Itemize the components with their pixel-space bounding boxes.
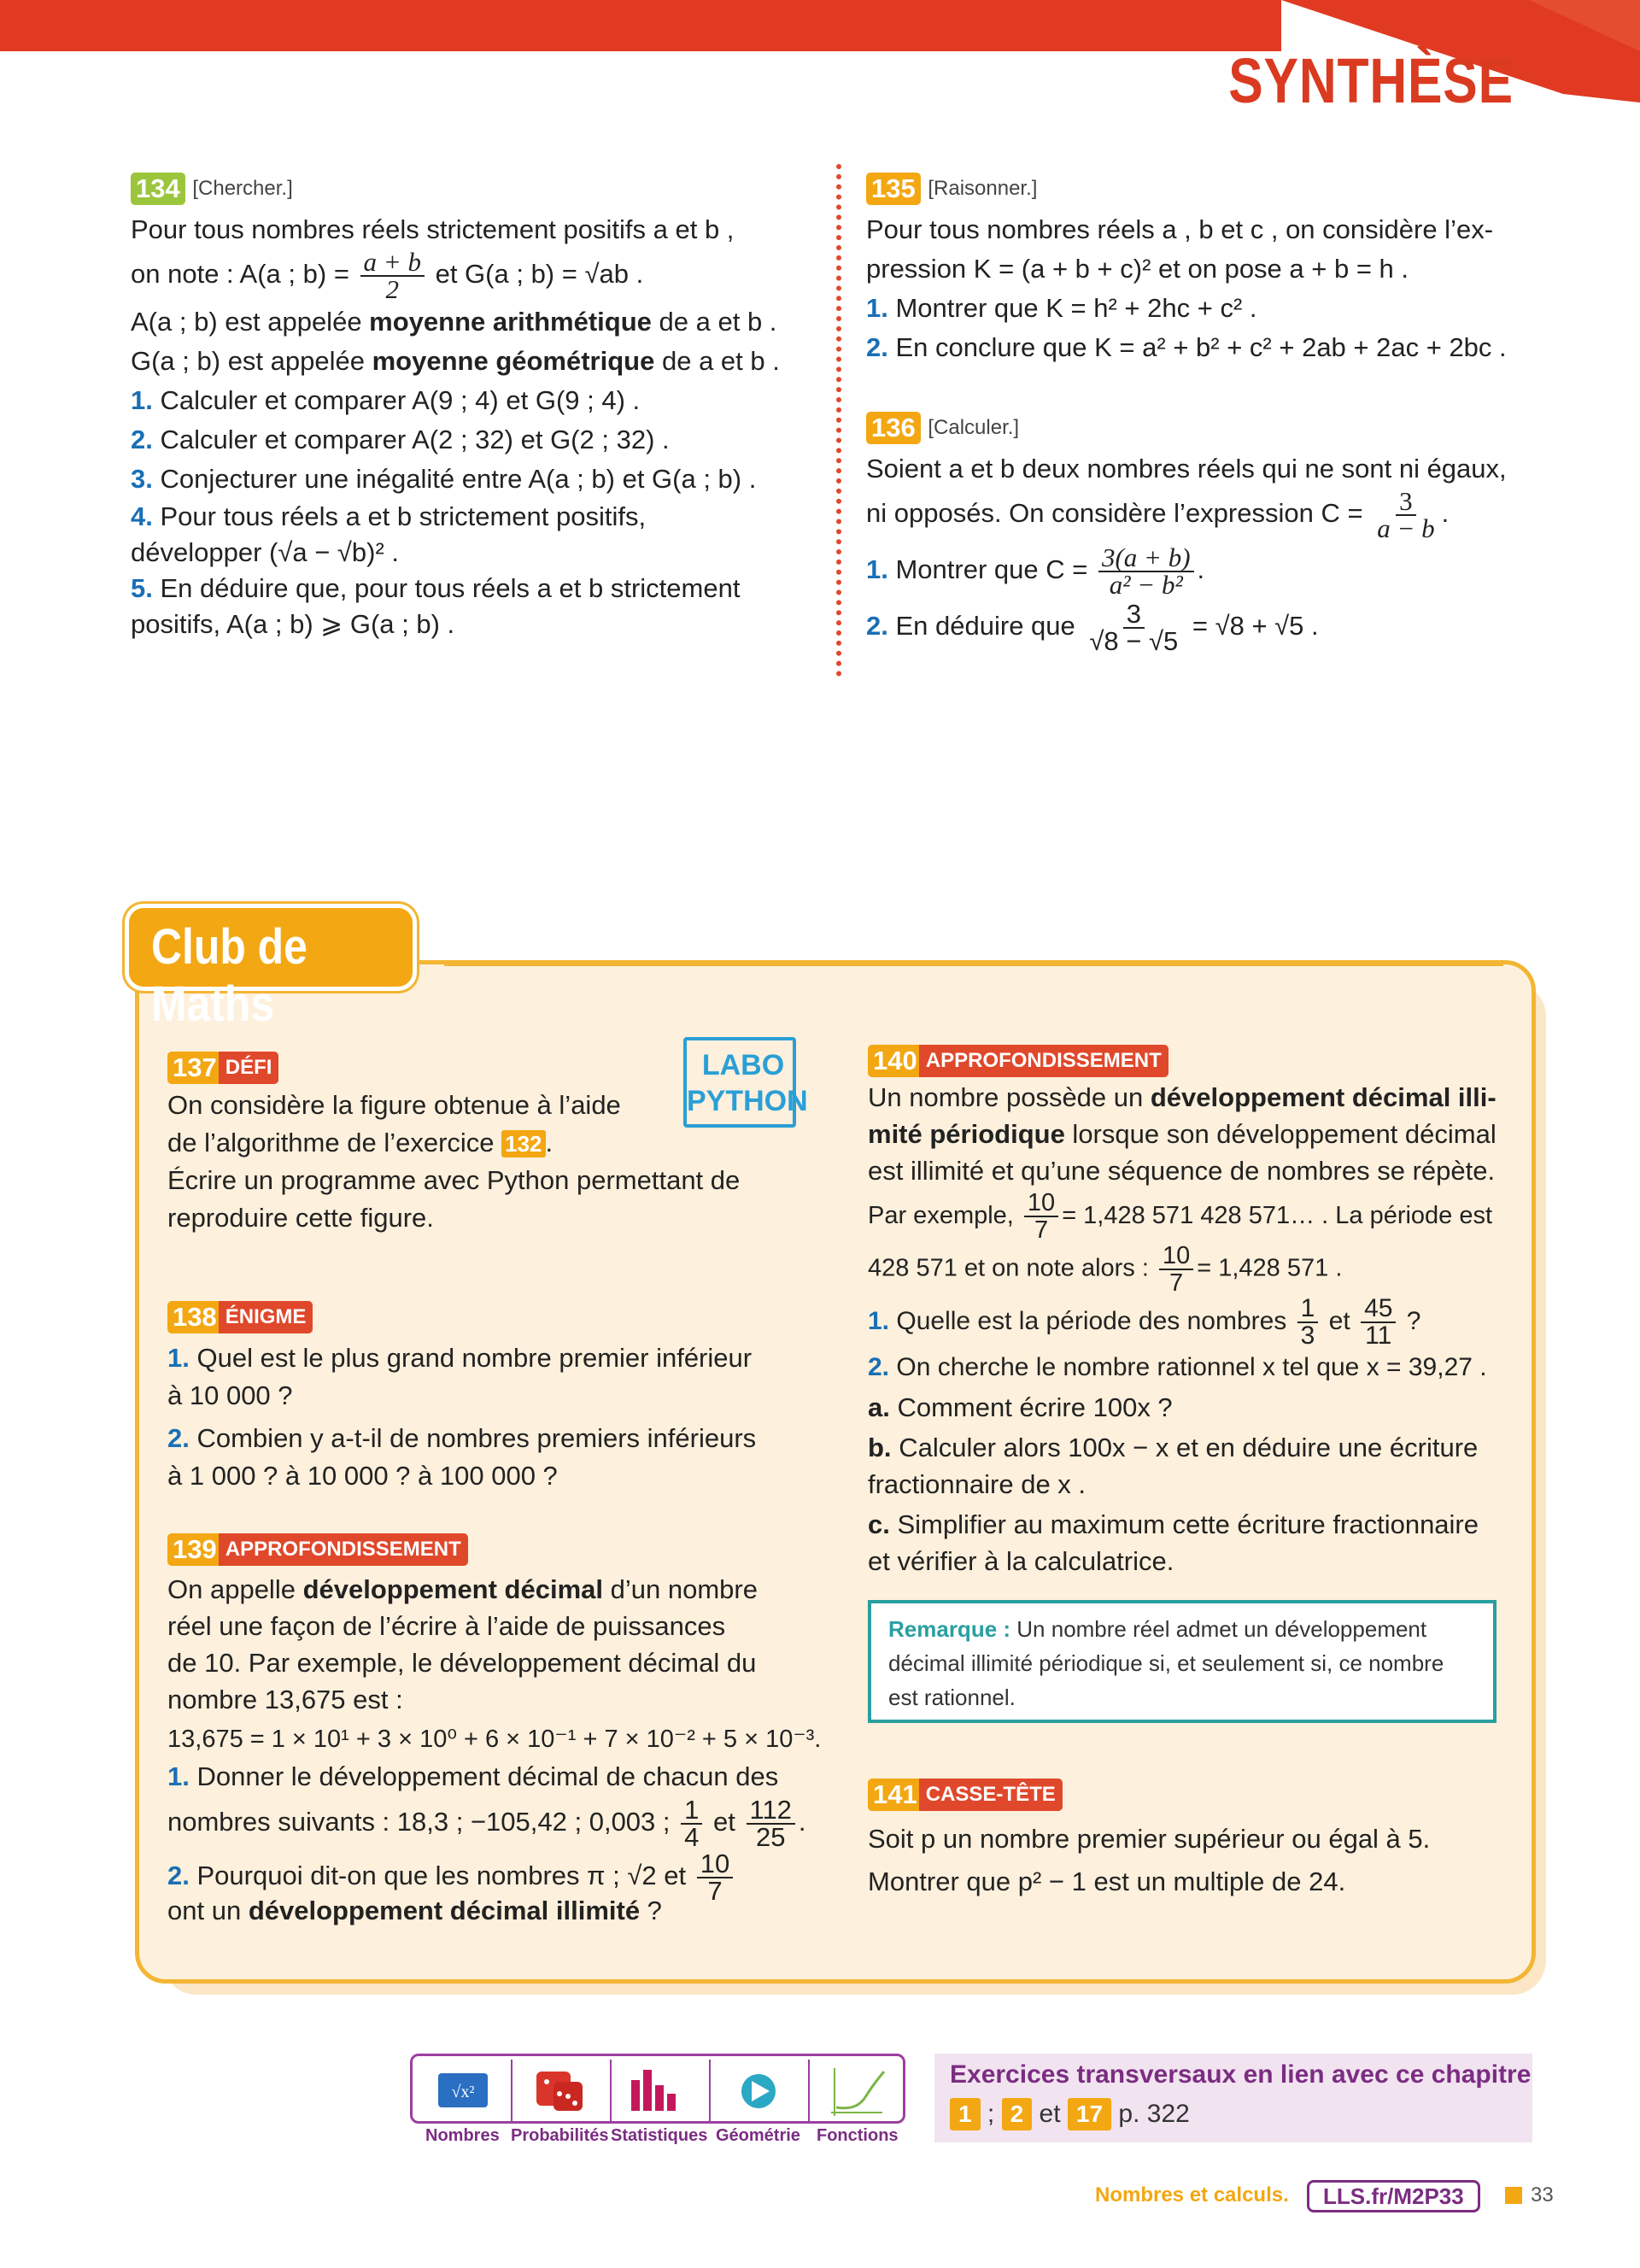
question: 2. Calculer et comparer A(2 ; 32) et G(2 ; 32) . [131,424,670,454]
svg-text:√x²: √x² [451,2083,475,2101]
statement-line: est illimité et qu’une séquence de nombres se répète. [868,1156,1496,1186]
statement-line: nombre 13,675 est : [167,1685,403,1714]
exercise-number: 141 [868,1779,922,1811]
dice-icon [536,2072,583,2111]
exercise-tag: APPROFONDISSEMENT [919,1045,1168,1077]
domain-label: Nombres [425,2126,500,2145]
statement-line: de l’algorithme de l’exercice 132 . [167,1128,554,1157]
question: 2. Combien y a-t-il de nombres premiers inférieurs à 1 000 ? à 10 000 ? à 100 000 ? [167,1423,757,1491]
exercise-tag: APPROFONDISSEMENT [219,1533,468,1566]
section-title: SYNTHÈSE [1228,45,1514,116]
question: 1. Montrer que C = $\frac{3(a + b)}{\text{a² − b²}}$ . [866,542,1205,600]
statement-line: On considère la figure obtenue à l’aide [167,1090,621,1120]
statement-line: pression K = (a + b + c)² et on pose a + b = h . [866,253,1409,284]
exercise-link[interactable]: 17 [1068,2098,1111,2130]
statement-line: ni opposés. On considère l’expression C = $\frac{3}{a - b}$ . [866,485,1450,543]
exercise-number: 136 [866,412,921,444]
statement-line: mité périodique lorsque son développement décimal [868,1119,1496,1149]
labo-python-stamp: LABO PYTHON [683,1037,796,1128]
statement-line: Un nombre possède un développement décimal illi- [868,1082,1496,1112]
domain-puzzle-strip [410,2054,905,2124]
exercise-134 [131,167,814,642]
statement-line: Montrer que p² − 1 est un multiple de 24. [868,1867,1346,1896]
column-divider [836,164,841,677]
question: a. Comment écrire 100x ? [868,1392,1173,1423]
question: 1. Quelle est la période des nombres $\frac{1}{3}$ et $\frac{45}{11}$ ? [868,1294,1421,1351]
statement-line: Pour tous nombres réels a , b et c , on considère l’ex- [866,214,1494,244]
question: 2. Pourquoi dit-on que les nombres π ; √2 et $\frac{10}{7}$ [167,1850,842,1904]
top-banner [0,0,1281,51]
exercise-category: [Calculer.] [928,415,1020,439]
exercise-140 [868,1040,1534,1579]
exercise-tag: ÉNIGME [219,1301,313,1333]
club-de-maths-title: Club de Maths [125,904,417,991]
transversal-exercises-box [934,2054,1532,2142]
question: 4. Pour tous réels a et b strictement positifs, développer (√a − √b)² . [131,501,647,567]
question: c. Simplifier au maximum cette écriture fractionnaire et vérifier à la calculatrice. [868,1509,1479,1577]
geometry-icon [741,2074,776,2108]
exercise-138 [167,1297,834,1495]
question: 1. Calculer et comparer A(9 ; 4) et G(9 ; 4) . [131,384,641,415]
exercise-141 [868,1772,1534,1903]
footer-chapter: Nombres et calculs. [1095,2183,1289,2206]
statement-line: de 10. Par exemple, le développement décimal du [167,1648,757,1678]
statement-line: On appelle développement décimal d’un nombre [167,1574,758,1604]
statement-line: on note : A(a ; b) = $\frac{a + b}{2}$ et G(a ; b) = √ab . [131,246,644,304]
question: 3. Conjecturer une inégalité entre A(a ; b) et G(a ; b) . [131,463,757,494]
transversal-title: Exercices transversaux en lien avec ce chapitre [950,2060,1532,2089]
exercise-137 [167,1047,834,1237]
club-title-rule [444,963,1503,966]
statement-line: Pour tous nombres réels strictement positifs a et b , [131,214,735,244]
statement-line: réel une façon de l’écrire à l’aide de puissances [167,1611,726,1641]
exercise-135 [866,167,1567,367]
exercise-link[interactable]: 2 [1002,2098,1033,2130]
exercise-tag: DÉFI [219,1052,279,1084]
footer-link[interactable]: LLS.fr/M2P33 [1307,2180,1480,2212]
question: 1. Donner le développement décimal de chacun des [167,1761,779,1791]
exercise-number: 138 [167,1301,222,1333]
statement-line: A(a ; b) est appelée moyenne arithmétique de a et b . [131,306,777,337]
statement-line: G(a ; b) est appelée moyenne géométrique de a et b . [131,345,780,376]
question: ont un développement décimal illimité ? [167,1895,662,1925]
question: 2. En déduire que $\frac{3}{√8 - √5}$ = √8 + √5 . [866,598,1319,656]
exercise-number: 137 [167,1052,222,1084]
domain-label: Statistiques [611,2126,708,2145]
footer-square [1505,2187,1522,2204]
question: nombres suivants : 18,3 ; −105,42 ; 0,003 ; $\frac{1}{4}$ et $\frac{112}{25}$ . [167,1794,806,1852]
remark-box: Remarque : Un nombre réel admet un développement décimal illimité périodique si, et seulement si, ce nombre est rationnel. [868,1600,1496,1723]
exercise-number: 135 [866,173,921,205]
statement-line: 428 571 et on note alors : $\frac{10}{7}$ = 1,428 571 . [868,1242,1343,1298]
statement-line: Par exemple, $\frac{10}{7}$ = 1,428 571 428 571… . La période est [868,1189,1493,1245]
exercise-136 [866,407,1567,654]
domain-label: Probabilités [511,2126,609,2145]
exercise-number: 134 [131,173,185,205]
statement-line: Écrire un programme avec Python permettant de [167,1165,741,1195]
page-number: 33 [1531,2183,1554,2206]
question: b. Calculer alors 100x − x et en déduire une écriture fractionnaire de x . [868,1433,1479,1500]
bar-chart-icon [631,2070,676,2111]
question: 5. En déduire que, pour tous réels a et b strictement positifs, A(a ; b) ⩾ G(a ; b) . [131,572,741,639]
statement-line: Soit p un nombre premier supérieur ou égal à 5. [868,1824,1431,1854]
question: 2. On cherche le nombre rationnel x tel que x = 39,27 . [868,1353,1487,1382]
exercise-category: [Raisonner.] [928,176,1038,200]
domain-label: Géométrie [716,2126,800,2145]
exercise-tag: CASSE-TÊTE [919,1779,1063,1811]
exercise-reference[interactable]: 132 [501,1130,545,1157]
exercise-number: 140 [868,1045,922,1077]
domain-label: Fonctions [817,2126,899,2145]
exercise-link[interactable]: 1 [950,2098,981,2130]
question: 1. Quel est le plus grand nombre premier inférieur à 10 000 ? [167,1343,753,1410]
square-root-icon [438,2073,488,2107]
exercise-139 [167,1529,842,1929]
function-graph-icon [831,2068,884,2116]
question: 2. En conclure que K = a² + b² + c² + 2ab + 2ac + 2bc . [866,331,1507,362]
statement-line: Soient a et b deux nombres réels qui ne sont ni égaux, [866,453,1507,483]
question: 1. Montrer que K = h² + 2hc + c² . [866,292,1257,323]
exercise-number: 139 [167,1533,222,1566]
exercise-category: [Chercher.] [192,176,293,200]
statement-line: reproduire cette figure. [167,1203,434,1233]
statement-line: 13,675 = 1 × 10¹ + 3 × 10⁰ + 6 × 10⁻¹ + 7 × 10⁻² + 5 × 10⁻³. [167,1726,822,1753]
transversal-links: 1 ; 2 et 17 p. 322 [950,2098,1190,2130]
